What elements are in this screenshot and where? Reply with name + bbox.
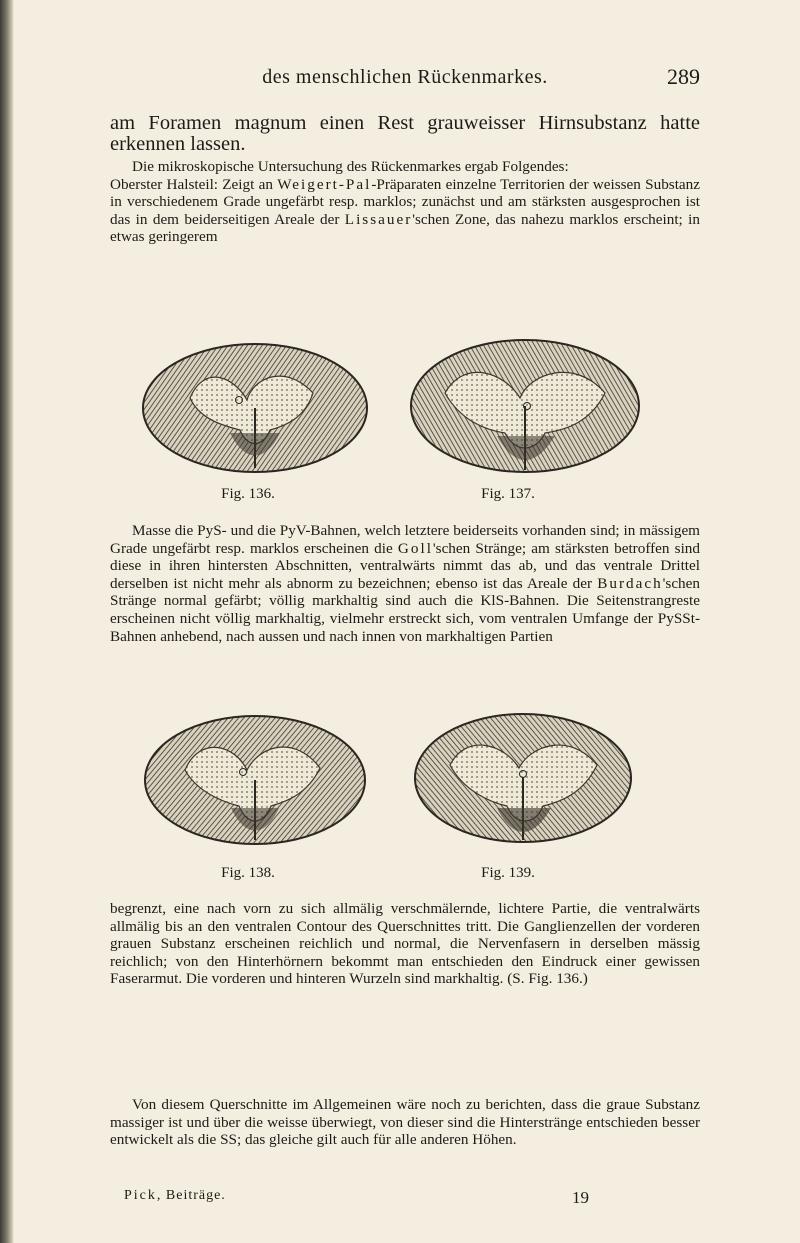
footer-source: Pick, Beiträge.	[124, 1188, 226, 1203]
figure-row-bottom	[120, 710, 700, 885]
figure-caption: Fig. 136.	[221, 486, 275, 502]
paragraph-1-intro: Die mikroskopische Untersuchung des Rückenmarkes ergab Folgendes:	[132, 158, 569, 175]
figure-139-illustration	[390, 710, 660, 850]
person-name: Goll	[397, 539, 433, 557]
paragraph-3: begrenzt, eine nach vorn zu sich allmälig verschmälernde, lichtere Partie, die ventralwärts allmälig bis an den ventralen Contour des Querschnittes tritt. Die Ganglienzellen der vorderen grauen Substanz erscheinen reichlich und normal, die Nervenfasern in derselben mässig reichlich; von den Hinterhörnern bekommt man entschieden den Eindruck einer gewissen Faserarmut. Die vorderen und hinteren Wurzeln sind markhaltig. (S. Fig. 136.)	[110, 900, 700, 988]
paragraph-4: Von diesem Querschnitte im Allgemeinen wäre noch zu berichten, dass die graue Substanz massiger ist und über die weisse überwiegt, von dieser sind die Hinterstränge entschieden besser entwickelt als die SS; das gleiche gilt auch für alle anderen Höhen.	[110, 1096, 700, 1149]
spinal-cord-cross-section-icon	[405, 710, 645, 850]
signature-mark: 19	[572, 1188, 589, 1207]
page-number: 289	[667, 64, 700, 89]
figure-caption: Fig. 137.	[481, 486, 535, 502]
figure-137-illustration	[390, 338, 660, 478]
person-name: Weigert-Pal	[277, 175, 372, 193]
figure-caption: Fig. 139.	[481, 865, 535, 881]
figure-row-top	[120, 338, 700, 513]
running-title: des menschlichen Rückenmarkes.	[262, 66, 548, 88]
intro-paragraph: am Foramen magnum einen Rest grauweisser Hirnsubstanz hatte erkennen lassen.	[110, 112, 700, 155]
figure-138-illustration	[120, 710, 390, 850]
figure-caption: Fig. 138.	[221, 865, 275, 881]
person-name: Burdach	[597, 574, 663, 592]
figure-136-illustration	[120, 338, 390, 478]
running-header	[110, 62, 700, 92]
book-spine-shadow	[0, 0, 14, 1243]
page-footer	[110, 1188, 700, 1210]
spinal-cord-cross-section-icon	[135, 710, 375, 850]
spinal-cord-cross-section-icon	[135, 338, 375, 478]
person-name: Lissauer	[344, 210, 413, 228]
paragraph-1: Die mikroskopische Untersuchung des Rückenmarkes ergab Folgendes: Oberster Halsteil: Zeigt an Weigert-Pal-Präparaten einzelne Territorien der weissen Substanz in verschiedenem Grade ungefärbt resp. marklos; zunächst und am stärksten ausgesprochen ist das in dem beiderseitigen Areale der Lissauer'schen Zone, das nahezu marklos erscheint; in etwas geringerem	[110, 158, 700, 246]
paragraph-2: Masse die PyS- und die PyV-Bahnen, welch letztere beiderseits vorhanden sind; in mässigem Grade ungefärbt resp. marklos erscheinen die Goll'schen Stränge; am stärksten betroffen sind diese in ihren hintersten Abschnitten, ventralwärts nimmt das ab, und das ventrale Drittel derselben ist nicht mehr als abnorm zu bezeichnen; ebenso ist das Areale der Burdach'schen Stränge normal gefärbt; völlig markhaltig sind auch die KlS-Bahnen. Die Seitenstrangreste erscheinen nicht völlig markhaltig, vielmehr erstreckt sich, vom ventralen Umfange der PySSt-Bahnen anhebend, nach aussen und nach innen von markhaltigen Partien	[110, 522, 700, 645]
spinal-cord-cross-section-icon	[405, 338, 645, 478]
